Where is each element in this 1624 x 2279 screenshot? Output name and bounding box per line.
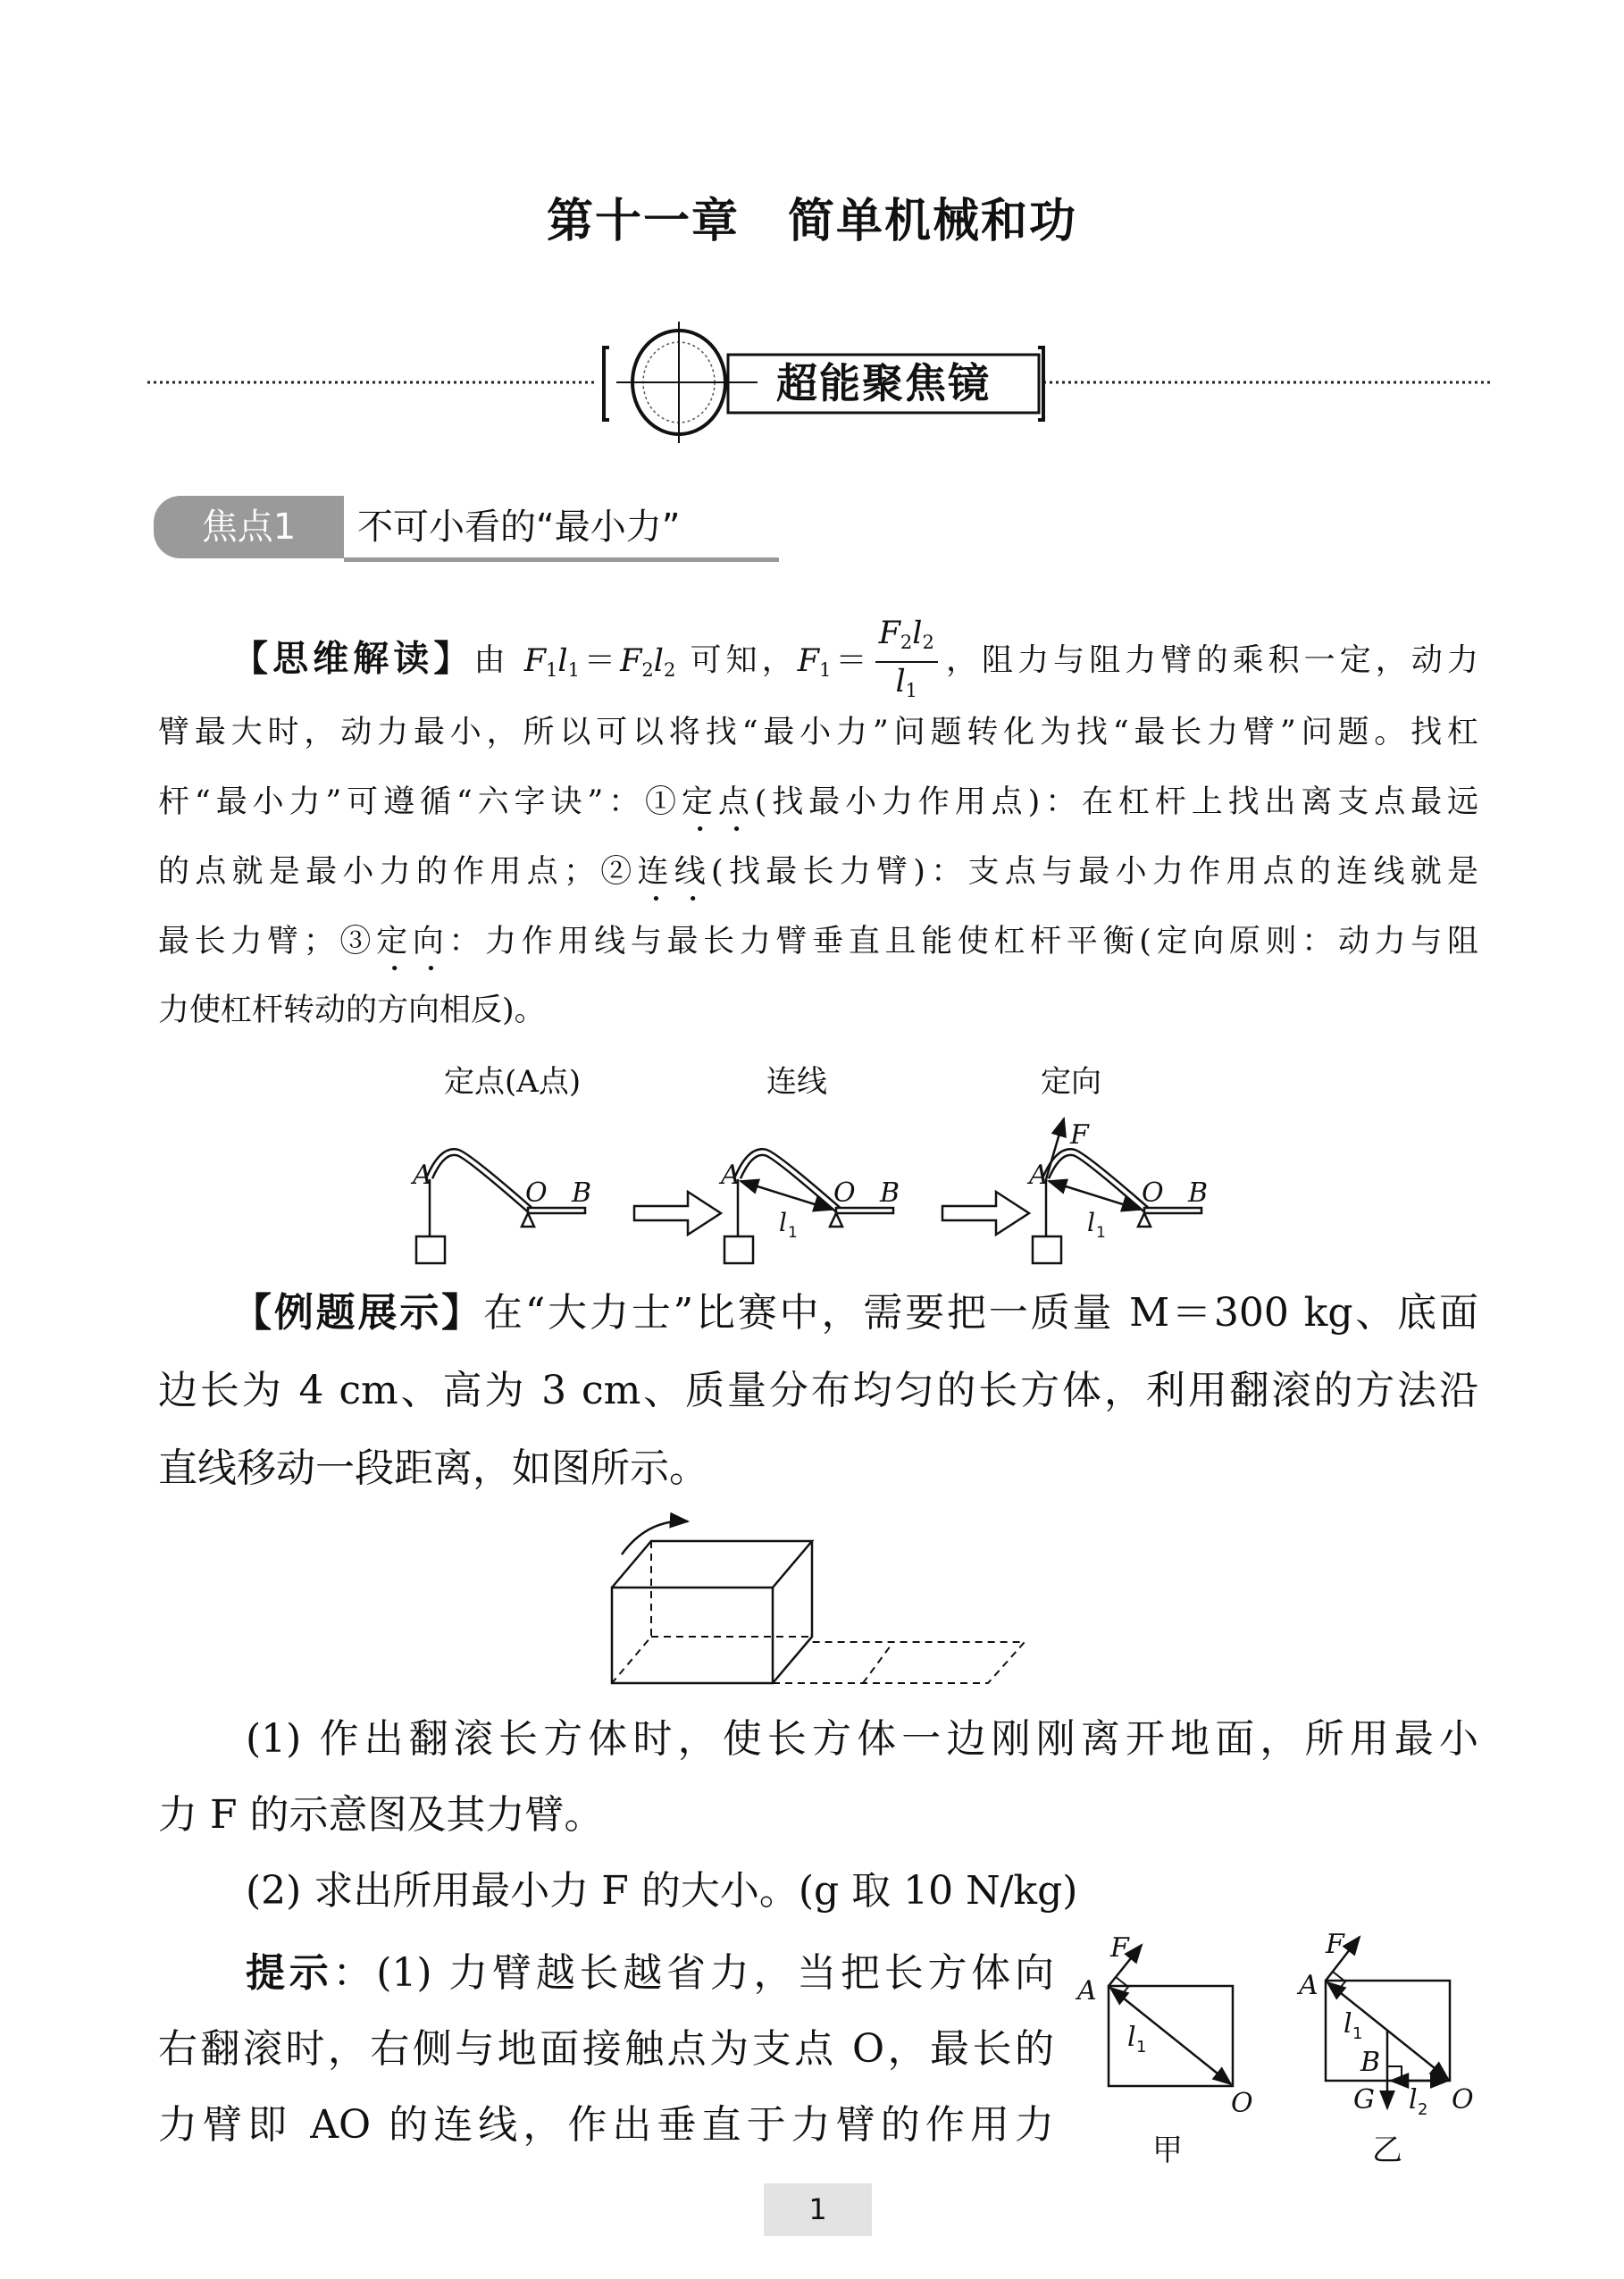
svg-text:O: O (1452, 2084, 1474, 2116)
svg-text:l: l (1409, 2084, 1418, 2116)
cuboid-figure (612, 1521, 1025, 1683)
svg-text:O: O (1231, 2088, 1253, 2119)
step-label-fixed-point: 定点(A点) (444, 1064, 582, 1100)
text: 可知， (690, 642, 798, 679)
analysis-line-4: 的点就是最小力的作用点；②连线(找最长力臂)：支点与最小力作用点的连线就是 (158, 854, 1478, 890)
svg-text:A: A (721, 1160, 741, 1191)
force-arrow (1046, 1119, 1064, 1179)
figure-yi (1296, 1929, 1474, 2168)
step-label-direction: 定向 (1041, 1064, 1101, 1100)
example-line-1: 【例题展示】在“大力士”比赛中，需要把一质量 M＝300 kg、底面 (232, 1290, 1479, 1336)
figure-jia (1075, 1932, 1253, 2168)
question-1-line-2: 力 F 的示意图及其力臂。 (158, 1792, 604, 1838)
fraction: $\frac{F_2l_2}{l_1}$ (875, 615, 938, 709)
formula: $F_1l_1=F_2l_2$ (523, 642, 676, 681)
svg-text:F: F (1110, 1932, 1129, 1964)
svg-text:1: 1 (1136, 2038, 1147, 2057)
hint-line-2: 右翻滚时，右侧与地面接触点为支点 O，最长的 (158, 2026, 1054, 2072)
svg-text:B: B (880, 1177, 900, 1209)
hint-line-3: 力臂即 AO 的连线，作出垂直于力臂的作用力 (158, 2102, 1054, 2148)
emphasis-text: 定向 (376, 924, 449, 959)
svg-text:B: B (1360, 2047, 1381, 2078)
question-1-line-1: (1) 作出翻滚长方体时，使长方体一边刚刚离开地面，所用最小 (246, 1716, 1478, 1762)
emphasis-text: 连线 (637, 854, 712, 890)
svg-text:A: A (413, 1160, 432, 1191)
banner-label: 超能聚焦镜 (776, 359, 991, 407)
example-line-2: 边长为 4 cm、高为 3 cm、质量分布均匀的长方体，利用翻滚的方法沿 (158, 1368, 1478, 1413)
hollow-arrow-2 (942, 1192, 1029, 1235)
svg-text:O: O (525, 1177, 548, 1209)
text: ，阻力与阻力臂的乘积一定，动力 (941, 642, 1478, 679)
focus-tag: 焦点1 (154, 496, 344, 558)
analysis-line-2: 臂最大时，动力最小，所以可以将找“最小力”问题转化为找“最长力臂”问题。找杠 (158, 715, 1478, 750)
lever-diagram-3 (1026, 1119, 1208, 1263)
step-label-connect: 连线 (766, 1064, 827, 1100)
svg-text:G: G (1353, 2084, 1375, 2116)
svg-text:B: B (1188, 1177, 1209, 1209)
svg-text:F: F (1326, 1929, 1344, 1960)
svg-text:1: 1 (1352, 2024, 1363, 2043)
example-heading: 【例题展示】 (232, 1290, 484, 1336)
svg-text:l: l (1344, 2008, 1352, 2040)
svg-text:1: 1 (788, 1224, 798, 1242)
svg-text:B: B (572, 1177, 592, 1209)
analysis-heading: 【思维解读】 (232, 638, 474, 680)
lever-diagram-1 (410, 1152, 591, 1263)
svg-text:l: l (779, 1208, 787, 1237)
formula-lhs: $F_1=$ (797, 642, 872, 681)
svg-text:乙: 乙 (1372, 2132, 1402, 2168)
svg-text:A: A (1029, 1160, 1049, 1191)
svg-text:O: O (1142, 1177, 1164, 1209)
analysis-line-3: 杆“最小力”可遵循“六字诀”：①定点(找最小力作用点)：在杠杆上找出离支点最远 (158, 784, 1478, 820)
svg-text:2: 2 (1418, 2100, 1428, 2119)
svg-text:A: A (1077, 1975, 1097, 2007)
chapter-title: 第十一章 简单机械和功 (546, 195, 1077, 248)
svg-text:O: O (833, 1177, 856, 1209)
hint-heading: 提示 (246, 1950, 333, 1996)
svg-text:l: l (1127, 2022, 1136, 2053)
svg-text:A: A (1299, 1970, 1318, 2001)
question-2: (2) 求出所用最小力 F 的大小。(g 取 10 N/kg) (246, 1868, 1078, 1914)
svg-text:1: 1 (1096, 1224, 1106, 1242)
focus-title: 不可小看的“最小力” (357, 507, 681, 548)
roll-direction-arrow (622, 1521, 688, 1554)
svg-text:F: F (1070, 1119, 1089, 1151)
analysis-line-6: 力使杠杆转动的方向相反)。 (158, 993, 546, 1028)
example-line-3: 直线移动一段距离，如图所示。 (158, 1445, 708, 1491)
emphasis-text: 定点 (681, 784, 755, 820)
svg-text:l: l (1087, 1208, 1095, 1237)
lever-diagram-2 (718, 1152, 900, 1263)
page-number: 1 (764, 2183, 872, 2236)
analysis-line-5: 最长力臂；③定向：力作用线与最长力臂垂直且能使杠杆平衡(定向原则：动力与阻 (158, 924, 1478, 959)
hollow-arrow-1 (634, 1192, 721, 1235)
text: 由 (473, 642, 510, 679)
hint-line-1: 提示：(1) 力臂越长越省力，当把长方体向 (246, 1950, 1055, 1996)
svg-text:甲: 甲 (1152, 2132, 1183, 2168)
